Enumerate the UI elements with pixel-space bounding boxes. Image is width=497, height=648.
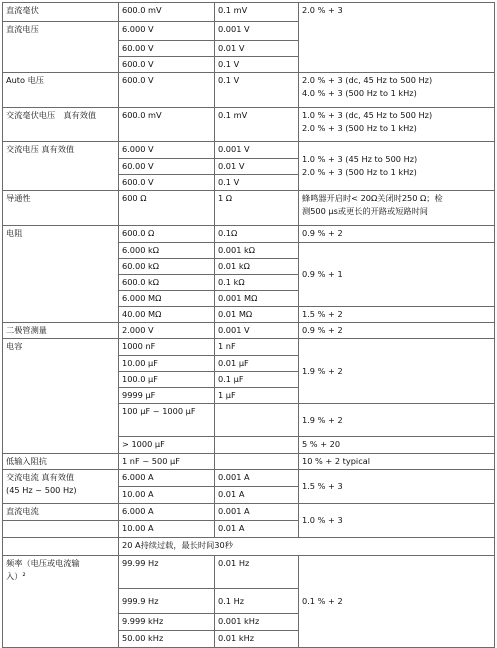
function-cell: 导通性 bbox=[3, 191, 119, 226]
range-cell: 6.000 kΩ bbox=[119, 243, 215, 259]
table-row bbox=[3, 470, 495, 487]
accuracy-cell: 0.9 % + 2 bbox=[299, 226, 495, 243]
table-row bbox=[3, 454, 495, 470]
accuracy-cell: 0.9 % + 2 bbox=[299, 323, 495, 339]
function-cell bbox=[3, 521, 119, 538]
note-cell: 20 A持续过载，最长时间30秒 bbox=[119, 538, 495, 556]
range-cell: 6.000 V bbox=[119, 142, 215, 159]
resolution-cell: 0.1 V bbox=[215, 73, 299, 108]
resolution-cell: 0.1Ω bbox=[215, 226, 299, 243]
range-cell: 2.000 V bbox=[119, 323, 215, 339]
accuracy-cell bbox=[299, 191, 495, 226]
table-row bbox=[3, 191, 495, 226]
resolution-cell: 0.01 V bbox=[215, 41, 299, 57]
accuracy-line: 1.0 % + 3 (dc, 45 Hz to 500 Hz) bbox=[302, 110, 433, 120]
spec-table bbox=[2, 2, 495, 648]
accuracy-line: 测500 μs或更长的开路或短路时间 bbox=[302, 206, 428, 216]
range-cell: 9999 μF bbox=[119, 388, 215, 404]
resolution-cell: 0.01 MΩ bbox=[215, 307, 299, 323]
range-cell: 10.00 A bbox=[119, 521, 215, 538]
accuracy-cell: 1.9 % + 2 bbox=[299, 339, 495, 404]
function-cell: 直流毫伏 bbox=[3, 3, 119, 22]
range-cell: 9.999 kHz bbox=[119, 614, 215, 631]
resolution-cell: 1 nF bbox=[215, 339, 299, 356]
accuracy-line: 蜂鸣器开启时< 20Ω关闭时250 Ω；检 bbox=[302, 193, 443, 203]
function-line: 入）² bbox=[6, 571, 26, 581]
function-cell bbox=[3, 538, 119, 556]
range-cell: 600 Ω bbox=[119, 191, 215, 226]
range-cell: 99.99 Hz bbox=[119, 556, 215, 589]
function-line: 交流电流 真有效值 bbox=[6, 472, 75, 482]
range-cell: 60.00 V bbox=[119, 159, 215, 175]
function-cell bbox=[3, 470, 119, 504]
function-cell: 电容 bbox=[3, 339, 119, 454]
range-cell: 6.000 A bbox=[119, 504, 215, 521]
table-row bbox=[3, 323, 495, 339]
accuracy-cell: 1.0 % + 3 bbox=[299, 504, 495, 538]
accuracy-cell: 0.1 % + 2 bbox=[299, 556, 495, 648]
resolution-cell: 0.1 Hz bbox=[215, 589, 299, 614]
resolution-cell: 0.1 μF bbox=[215, 372, 299, 388]
range-cell: 50.00 kHz bbox=[119, 631, 215, 648]
resolution-cell: 0.001 V bbox=[215, 142, 299, 159]
table-row bbox=[3, 142, 495, 159]
range-cell: 600.0 kΩ bbox=[119, 275, 215, 291]
range-cell: 600.0 mV bbox=[119, 108, 215, 142]
resolution-cell bbox=[215, 454, 299, 470]
table-row bbox=[3, 73, 495, 108]
resolution-cell: 0.001 A bbox=[215, 470, 299, 487]
resolution-cell: 0.001 kΩ bbox=[215, 243, 299, 259]
range-cell: 600.0 V bbox=[119, 57, 215, 73]
accuracy-cell: 1.5 % + 2 bbox=[299, 307, 495, 323]
resolution-cell: 0.001 V bbox=[215, 323, 299, 339]
accuracy-cell: 0.9 % + 1 bbox=[299, 243, 495, 307]
accuracy-line: 2.0 % + 3 (dc, 45 Hz to 500 Hz) bbox=[302, 75, 433, 85]
function-cell: 电阻 bbox=[3, 226, 119, 323]
range-cell: 6.000 V bbox=[119, 22, 215, 41]
accuracy-cell bbox=[299, 108, 495, 142]
accuracy-cell bbox=[299, 73, 495, 108]
resolution-cell: 0.01 kΩ bbox=[215, 259, 299, 275]
resolution-cell: 1 μF bbox=[215, 388, 299, 404]
table-row bbox=[3, 339, 495, 356]
resolution-cell: 0.1 V bbox=[215, 175, 299, 191]
resolution-cell: 0.1 V bbox=[215, 57, 299, 73]
range-cell: 600.0 V bbox=[119, 175, 215, 191]
table-row bbox=[3, 108, 495, 142]
resolution-cell: 0.1 mV bbox=[215, 108, 299, 142]
resolution-cell: 0.001 A bbox=[215, 504, 299, 521]
function-cell bbox=[3, 556, 119, 648]
resolution-cell: 0.01 A bbox=[215, 521, 299, 538]
range-cell: 6.000 A bbox=[119, 470, 215, 487]
range-cell: 600.0 Ω bbox=[119, 226, 215, 243]
function-cell: Auto 电压 bbox=[3, 73, 119, 108]
resolution-cell: 0.1 mV bbox=[215, 3, 299, 22]
range-cell: 1 nF ~ 500 μF bbox=[119, 454, 215, 470]
resolution-cell: 0.01 kHz bbox=[215, 631, 299, 648]
table-row bbox=[3, 504, 495, 521]
accuracy-cell: 2.0 % + 3 bbox=[299, 3, 495, 73]
range-cell: 600.0 V bbox=[119, 73, 215, 108]
function-cell: 交流毫伏电压 真有效值 bbox=[3, 108, 119, 142]
table-row bbox=[3, 538, 495, 556]
resolution-cell: 1 Ω bbox=[215, 191, 299, 226]
range-cell: 10.00 μF bbox=[119, 356, 215, 372]
range-cell: 100 μF ~ 1000 μF bbox=[119, 404, 215, 437]
range-cell: 999.9 Hz bbox=[119, 589, 215, 614]
range-cell: 100.0 μF bbox=[119, 372, 215, 388]
resolution-cell: 0.01 A bbox=[215, 487, 299, 504]
accuracy-cell bbox=[299, 142, 495, 191]
range-cell: 60.00 V bbox=[119, 41, 215, 57]
function-cell: 二极管测量 bbox=[3, 323, 119, 339]
resolution-cell: 0.01 Hz bbox=[215, 556, 299, 589]
accuracy-cell: 1.5 % + 3 bbox=[299, 470, 495, 504]
accuracy-line: 1.0 % + 3 (45 Hz to 500 Hz) bbox=[302, 154, 418, 164]
range-cell: 40.00 MΩ bbox=[119, 307, 215, 323]
accuracy-cell: 5 % + 20 bbox=[299, 437, 495, 454]
range-cell: 1000 nF bbox=[119, 339, 215, 356]
table-row bbox=[3, 556, 495, 589]
table-row bbox=[3, 3, 495, 22]
range-cell: 600.0 mV bbox=[119, 3, 215, 22]
range-cell: > 1000 μF bbox=[119, 437, 215, 454]
range-cell: 6.000 MΩ bbox=[119, 291, 215, 307]
function-cell: 交流电压 真有效值 bbox=[3, 142, 119, 191]
resolution-cell: 0.01 μF bbox=[215, 356, 299, 372]
accuracy-cell: 10 % + 2 typical bbox=[299, 454, 495, 470]
function-line: (45 Hz ~ 500 Hz) bbox=[6, 485, 77, 495]
accuracy-line: 2.0 % + 3 (500 Hz to 1 kHz) bbox=[302, 167, 417, 177]
resolution-cell: 0.1 kΩ bbox=[215, 275, 299, 291]
resolution-cell: 0.001 kHz bbox=[215, 614, 299, 631]
function-line: 频率（电压或电流输 bbox=[6, 558, 80, 568]
resolution-cell bbox=[215, 404, 299, 437]
resolution-cell bbox=[215, 437, 299, 454]
accuracy-cell: 1.9 % + 2 bbox=[299, 404, 495, 437]
range-cell: 10.00 A bbox=[119, 487, 215, 504]
function-cell: 直流电压 bbox=[3, 22, 119, 73]
function-cell: 直流电流 bbox=[3, 504, 119, 521]
resolution-cell: 0.001 MΩ bbox=[215, 291, 299, 307]
function-cell: 低输入阻抗 bbox=[3, 454, 119, 470]
table-row bbox=[3, 226, 495, 243]
accuracy-line: 4.0 % + 3 (500 Hz to 1 kHz) bbox=[302, 88, 417, 98]
resolution-cell: 0.001 V bbox=[215, 22, 299, 41]
accuracy-line: 2.0 % + 3 (500 Hz to 1 kHz) bbox=[302, 123, 417, 133]
range-cell: 60.00 kΩ bbox=[119, 259, 215, 275]
resolution-cell: 0.01 V bbox=[215, 159, 299, 175]
